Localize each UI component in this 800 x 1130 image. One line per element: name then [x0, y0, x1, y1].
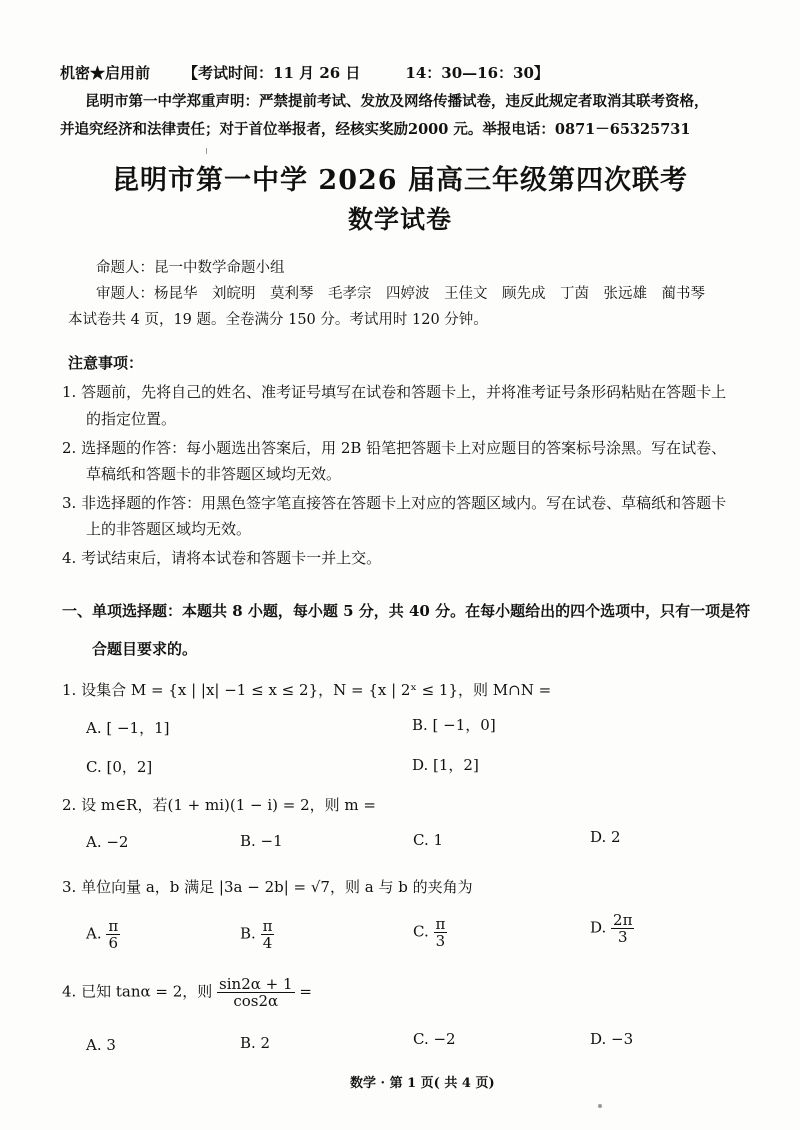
question-2-stem: 2. 设 m∈R，若(1 + mi)(1 − i) = 2，则 m = — [62, 796, 376, 814]
question-2-option-a: A. −2 — [86, 833, 129, 851]
section-1-line-2: 合题目要求的。 — [92, 640, 198, 658]
scan-artifact — [206, 148, 207, 154]
fraction-denominator: 3 — [435, 932, 446, 950]
note-1-line-1: 1. 答题前，先将自己的姓名、准考证号填写在试卷和答题卡上，并将准考证号条形码粘贴在答题卡上 — [62, 383, 727, 401]
question-3-option-a-fraction — [106, 918, 120, 951]
question-3-stem: 3. 单位向量 a，b 满足 |3a − 2b| = √7，则 a 与 b 的夹角为 — [62, 878, 473, 896]
question-1-stem: 1. 设集合 M = {x | |x| −1 ≤ x ≤ 2}，N = {x | 2ˣ ≤ 1}，则 M∩N = — [62, 681, 552, 699]
question-4-option-c: C. −2 — [413, 1030, 456, 1048]
page-subtitle: 数学试卷 — [347, 205, 452, 234]
question-4-stem-prefix: 4. 已知 tanα = 2，则 — [62, 982, 213, 1001]
page-footer: 数学 · 第 1 页( 共 4 页) — [350, 1076, 495, 1091]
question-3-option-a-label: A. — [86, 924, 102, 943]
question-2-option-c: C. 1 — [413, 831, 444, 849]
question-2-option-b: B. −1 — [240, 832, 283, 850]
authors-line: 命题人：昆一中数学命题小组 — [96, 260, 285, 276]
confidential-label: 机密★启用前 — [60, 64, 151, 82]
note-3-line-2: 上的非答题区域均无效。 — [86, 520, 252, 538]
question-3-option-d-label: D. — [590, 918, 607, 937]
fraction-denominator: 3 — [617, 928, 628, 946]
exam-time: 【考试时间：11 月 26 日 14：30—16：30】 — [183, 64, 549, 82]
question-3-option-b — [240, 918, 274, 951]
question-3-option-d-fraction — [611, 912, 634, 945]
question-3-option-a — [86, 918, 120, 951]
question-3-option-c-fraction — [434, 916, 448, 949]
question-3-option-c — [413, 916, 447, 949]
reviewers-line: 审题人：杨昆华 刘皖明 莫利琴 毛孝宗 四婷波 王佳文 顾先成 丁茵 张远雄 蔺书琴 — [96, 286, 705, 302]
fraction-numerator: 2π — [613, 911, 633, 929]
question-4-fraction — [217, 976, 294, 1009]
question-3-option-b-fraction — [261, 918, 275, 951]
note-4: 4. 考试结束后，请将本试卷和答题卡一并上交。 — [62, 549, 382, 567]
page-title: 昆明市第一中学 2026 届高三年级第四次联考 — [112, 165, 688, 196]
fraction-numerator: sin2α + 1 — [219, 975, 293, 993]
question-1-option-a: A. [ −1，1] — [86, 719, 170, 737]
question-3-option-c-label: C. — [413, 922, 429, 941]
question-3-option-b-label: B. — [240, 924, 256, 943]
note-2-line-2: 草稿纸和答题卡的非答题区域均无效。 — [86, 465, 342, 483]
question-2-option-d: D. 2 — [590, 828, 621, 846]
question-1-option-d: D. [1，2] — [412, 756, 479, 774]
question-4-option-d: D. −3 — [590, 1030, 634, 1048]
question-4-stem-suffix: = — [299, 982, 312, 1001]
section-1-line-1: 一、单项选择题：本题共 8 小题，每小题 5 分，共 40 分。在每小题给出的四个选项中，只有一项是符 — [62, 602, 751, 620]
note-1-line-2: 的指定位置。 — [86, 410, 177, 428]
question-3-option-d — [590, 912, 634, 945]
question-1-option-c: C. [0，2] — [86, 758, 153, 776]
question-4-option-a: A. 3 — [86, 1036, 116, 1054]
fraction-denominator: 6 — [108, 934, 119, 952]
fraction-denominator: 4 — [262, 934, 273, 952]
note-2-line-1: 2. 选择题的作答：每小题选出答案后，用 2B 铅笔把答题卡上对应题目的答案标号涂黑。写在试卷、 — [62, 439, 727, 457]
note-3-line-1: 3. 非选择题的作答：用黑色签字笔直接答在答题卡上对应的答题区域内。写在试卷、草稿纸和答题卡 — [62, 494, 727, 512]
statement-line-1: 昆明市第一中学郑重声明：严禁提前考试、发放及网络传播试卷，违反此规定者取消其联考资格， — [85, 93, 709, 110]
notes-heading: 注意事项： — [68, 354, 144, 372]
exam-info-line: 本试卷共 4 页，19 题。全卷满分 150 分。考试用时 120 分钟。 — [68, 312, 488, 328]
question-1-option-b: B. [ −1，0] — [412, 716, 496, 734]
scan-artifact — [598, 1104, 602, 1108]
fraction-numerator: π — [262, 917, 273, 935]
fraction-numerator: π — [435, 915, 446, 933]
fraction-denominator: cos2α — [233, 992, 279, 1010]
statement-line-2: 并追究经济和法律责任；对于首位举报者，经核实奖励2000 元。举报电话：0871－65325731 — [60, 121, 691, 138]
question-4-stem — [62, 976, 312, 1009]
question-4-option-b: B. 2 — [240, 1034, 271, 1052]
fraction-numerator: π — [108, 917, 119, 935]
